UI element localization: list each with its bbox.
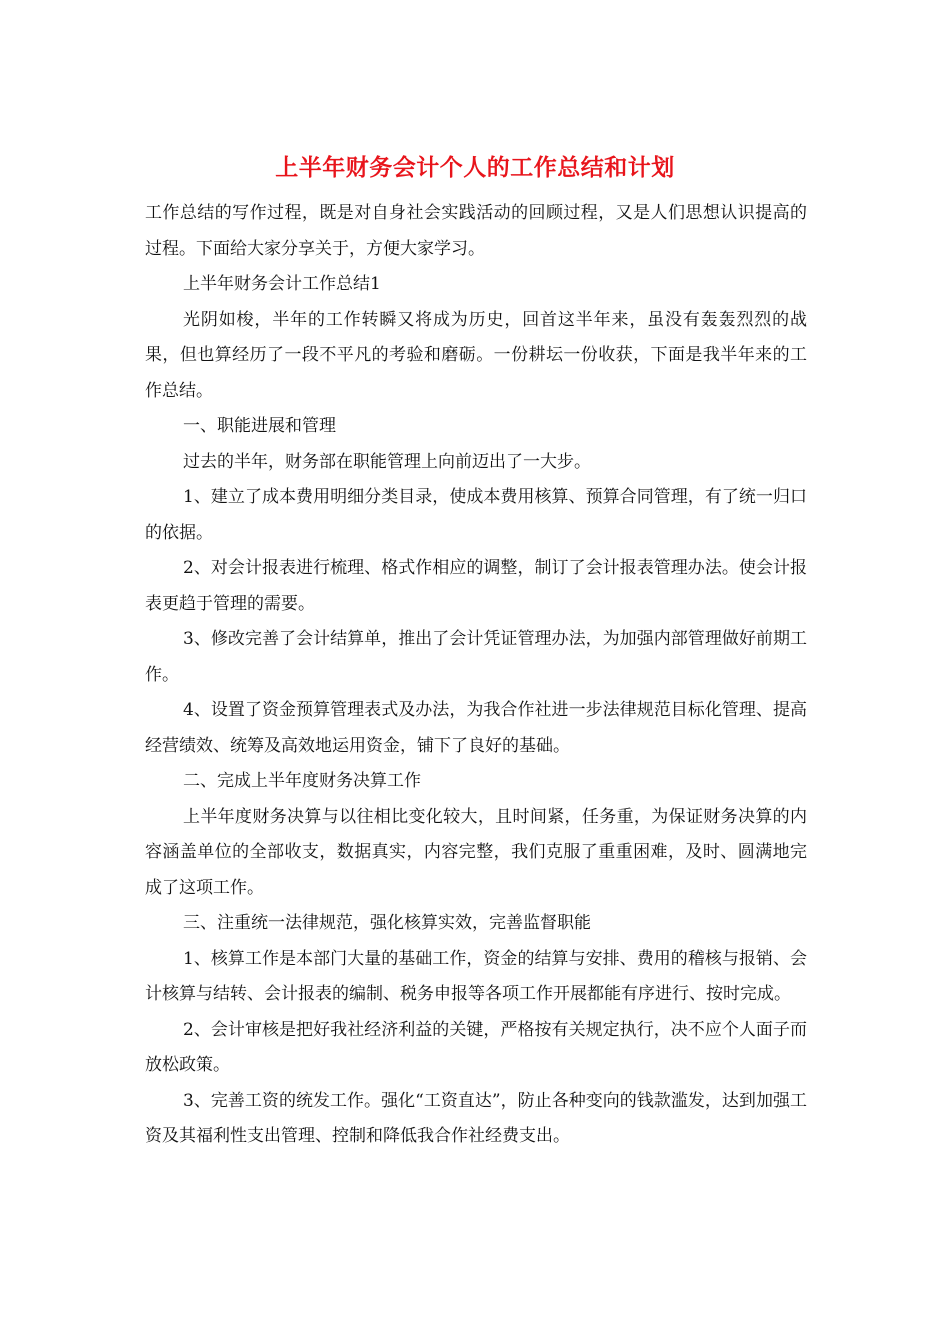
list-item: 1、建立了成本费用明细分类目录，使成本费用核算、预算合同管理，有了统一归口的依据。 (145, 487, 807, 543)
document-title: 上半年财务会计个人的工作总结和计划 (275, 154, 675, 181)
section-heading-1: 一、职能进展和管理 (183, 416, 336, 436)
body-paragraph: 上半年度财务决算与以往相比变化较大，且时间紧，任务重，为保证财务决算的内容涵盖单位的全部收支，数据真实，内容完整，我们克服了重重困难，及时、圆满地完成了这项工作。 (145, 806, 807, 898)
list-item: 2、对会计报表进行梳理、格式作相应的调整，制订了会计报表管理办法。使会计报表更趋于管理的需要。 (145, 558, 807, 614)
opening-paragraph: 光阴如梭，半年的工作转瞬又将成为历史，回首这半年来，虽没有轰轰烈烈的战果，但也算经历了一段不平凡的考验和磨砺。一份耕坛一份收获，下面是我半年来的工作总结。 (145, 309, 807, 401)
list-item: 2、会计审核是把好我社经济利益的关键，严格按有关规定执行，决不应个人面子而放松政策。 (145, 1019, 807, 1075)
section-heading-2: 二、完成上半年度财务决算工作 (183, 771, 421, 791)
list-item: 1、核算工作是本部门大量的基础工作，资金的结算与安排、费用的稽核与报销、会计核算与结转、会计报表的编制、税务申报等各项工作开展都能有序进行、按时完成。 (145, 948, 807, 1004)
section-heading-3: 三、注重统一法律规范，强化核算实效，完善监督职能 (183, 913, 591, 933)
list-item: 4、设置了资金预算管理表式及办法，为我合作社进一步法律规范目标化管理、提高经营绩效、统筹及高效地运用资金，铺下了良好的基础。 (145, 700, 807, 756)
list-item: 3、修改完善了会计结算单，推出了会计凭证管理办法，为加强内部管理做好前期工作。 (145, 629, 807, 685)
body-paragraph: 过去的半年，财务部在职能管理上向前迈出了一大步。 (183, 451, 591, 472)
list-item: 3、完善工资的统发工作。强化“工资直达”，防止各种变向的钱款滥发，达到加强工资及其福利性支出管理、控制和降低我合作社经费支出。 (145, 1090, 807, 1146)
document-body (145, 196, 807, 1155)
section-heading-summary-1: 上半年财务会计工作总结1 (183, 274, 381, 294)
intro-paragraph: 工作总结的写作过程，既是对自身社会实践活动的回顾过程，又是人们思想认识提高的过程。下面给大家分享关于，方便大家学习。 (145, 203, 807, 259)
